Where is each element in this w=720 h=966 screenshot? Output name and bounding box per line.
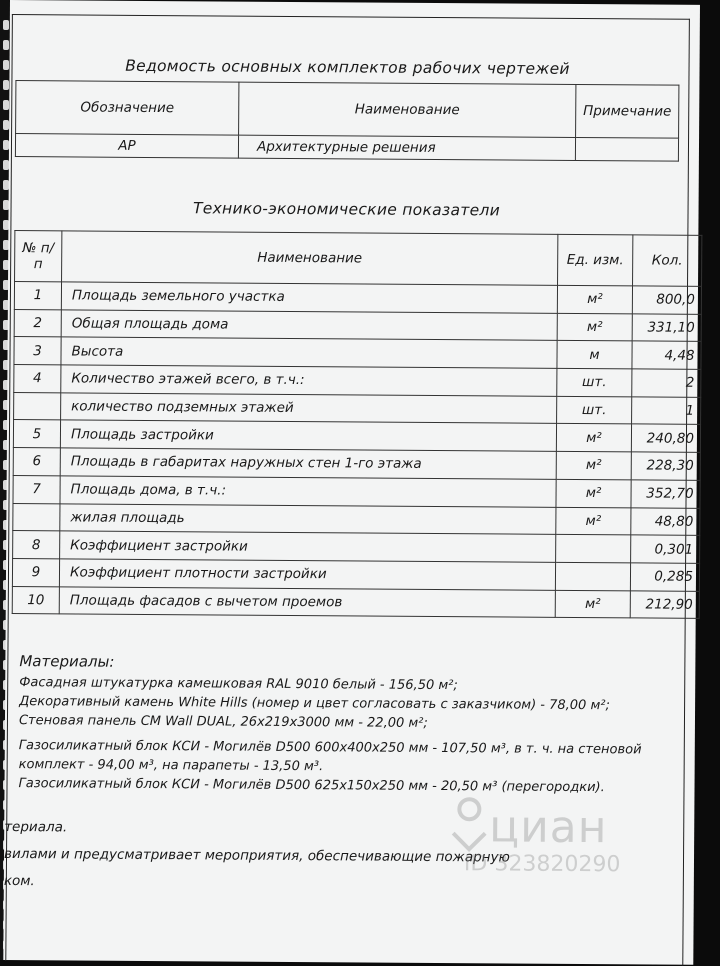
row-unit: шт. (557, 368, 632, 396)
row-value: 4,48 (632, 341, 701, 369)
row-name: Площадь земельного участка (61, 282, 557, 313)
row-value: 2 (632, 369, 701, 397)
row-unit: м² (555, 590, 630, 618)
watermark (429, 783, 670, 885)
row-unit: м² (556, 451, 631, 479)
row-value: 331,10 (632, 314, 701, 342)
row-name: жилая площадь (60, 503, 556, 534)
cell-name: Архитектурные решения (238, 135, 575, 160)
row-num (14, 392, 61, 420)
row-num: 3 (14, 337, 61, 365)
material-line: Фасадная штукатурка камешковая RAL 9010 белый - 156,50 м²; (19, 675, 458, 694)
cell-designation: АР (15, 134, 238, 159)
row-name: Площадь в габаритах наружных стен 1-го этажа (60, 448, 556, 479)
header-unit: Ед. изм. (558, 234, 633, 286)
header-qty: Кол. (633, 235, 702, 286)
row-num: 7 (13, 475, 60, 503)
row-unit: м (557, 341, 632, 369)
row-name: Высота (61, 337, 557, 368)
drawings-title: Ведомость основных комплектов рабочих чертежей (125, 56, 570, 78)
row-num: 2 (14, 309, 61, 337)
material-line: Газосиликатный блок КСИ - Могилёв D500 625x150x250 мм - 20,50 м³ (перегородки). (18, 776, 605, 796)
row-value: 240,80 (631, 424, 700, 452)
location-pin-icon (449, 793, 489, 853)
row-unit: шт. (557, 396, 632, 424)
row-num: 4 (14, 365, 61, 393)
material-line: комплект - 94,00 м³, на парапеты - 13,50 м³. (18, 757, 324, 775)
footer-line: ком. (3, 872, 35, 890)
tep-title: Технико-экономические показатели (192, 199, 501, 220)
row-name: Коэффициент плотности застройки (59, 559, 555, 590)
row-unit (555, 562, 630, 590)
table-row (12, 586, 699, 618)
row-num: 5 (13, 420, 60, 448)
row-unit: м² (556, 479, 631, 507)
row-name: Коэффициент застройки (60, 531, 556, 562)
row-num (13, 503, 60, 531)
row-num: 10 (12, 586, 59, 614)
row-num: 8 (13, 531, 60, 559)
row-value: 212,90 (630, 590, 699, 618)
row-value: 0,285 (630, 563, 699, 591)
row-unit: м² (556, 424, 631, 452)
drawings-table (15, 80, 680, 162)
header-name: Наименование (62, 231, 558, 285)
row-name: Общая площадь дома (61, 310, 557, 341)
watermark-id: ID 323820290 (463, 851, 621, 878)
material-line: Газосиликатный блок КСИ - Могилёв D500 600x400x250 мм - 107,50 м³, в т. ч. на стеновой (18, 738, 642, 758)
header-name: Наименование (239, 82, 576, 137)
row-value: 1 (632, 397, 701, 425)
row-value: 228,30 (631, 452, 700, 480)
row-name: Площадь фасадов с вычетом проемов (59, 586, 555, 617)
materials-block (18, 652, 699, 798)
footer-line: териала. (4, 818, 68, 836)
row-value: 0,301 (631, 535, 700, 563)
row-name: количество подземных этажей (61, 393, 557, 424)
row-unit (556, 535, 631, 563)
materials-title: Материалы: (19, 652, 115, 671)
row-num: 1 (14, 282, 61, 310)
header-note: Примечание (576, 84, 679, 138)
row-name: Площадь застройки (60, 420, 556, 451)
header-num: № п/п (15, 231, 62, 282)
row-value: 48,80 (631, 507, 700, 535)
row-name: Площадь дома, в т.ч.: (60, 476, 556, 507)
material-line: Декоративный камень White Hills (номер и цвет согласовать с заказчиком) - 78,00 м²; (19, 694, 610, 714)
document-sheet (3, 0, 700, 965)
row-unit: м² (557, 313, 632, 341)
row-num: 9 (12, 558, 59, 586)
material-line: Стеновая панель CM Wall DUAL, 26x219x3000 мм - 22,00 м²; (18, 713, 428, 731)
row-value: 352,70 (631, 480, 700, 508)
tep-table (12, 230, 703, 619)
row-unit: м² (556, 507, 631, 535)
footer-line: вилами и предусматривает мероприятия, обеспечивающие пожарную (3, 845, 510, 866)
cell-note (575, 137, 678, 161)
header-designation: Обозначение (16, 81, 239, 136)
row-name: Количество этажей всего, в т.ч.: (61, 365, 557, 396)
row-value: 800,0 (632, 286, 701, 314)
row-unit: м² (557, 285, 632, 313)
row-num: 6 (13, 448, 60, 476)
watermark-brand: циан (489, 801, 608, 854)
